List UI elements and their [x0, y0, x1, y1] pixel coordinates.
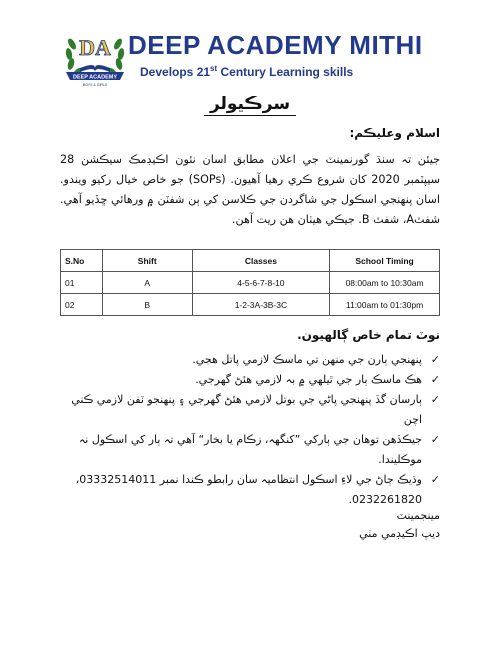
cell-sno: 01: [61, 272, 103, 294]
logo-letters: DA: [79, 35, 111, 60]
cell-shift: A: [102, 272, 192, 294]
check-icon: ✓: [430, 373, 440, 386]
table-row: [61, 272, 440, 294]
academy-tagline: [140, 64, 353, 79]
logo-sub-text: BOYS & GIRLS: [82, 83, 108, 87]
shift-timing-table: [60, 249, 440, 316]
cell-sno: 02: [61, 294, 103, 316]
academy-name: DEEP ACADEMY MITHI: [128, 30, 423, 60]
cell-timing: 11:00am to 01:30pm: [330, 294, 440, 316]
cell-shift: B: [102, 294, 192, 316]
tagline-post: Century Learning skills: [217, 65, 354, 79]
list-item: [60, 470, 440, 510]
cell-classes: 1-2-3A-3B-3C: [192, 294, 329, 316]
cell-classes: 4-5-6-7-8-10: [192, 272, 329, 294]
note-text: هڪ ماسڪ ٻار جي ٿيلهي ۾ بہ لازمي هئڻ گهرجي.: [195, 373, 422, 386]
check-icon: ✓: [430, 353, 440, 366]
list-item: [60, 350, 440, 370]
cell-timing: 08:00am to 10:30am: [330, 272, 440, 294]
document-title: [0, 94, 500, 114]
greeting: اسلام وعليڪم:: [349, 126, 440, 140]
tagline-sup: st: [210, 64, 218, 73]
signoff-academy: ديپ اڪيڊمي مٺي: [359, 527, 440, 540]
document-title-text: سرڪيولر: [204, 94, 296, 116]
col-header-shift: Shift: [102, 250, 192, 272]
academy-logo: [62, 22, 128, 88]
check-icon: ✓: [430, 473, 440, 486]
list-item: [60, 390, 440, 430]
col-header-classes: Classes: [192, 250, 329, 272]
note-text: ٻارسان گڏ پنهنجي پاڻي جي بوتل لازمي هئڻ گهرجي ۽ پنهنجو ٽفن لازمي ڪني اچن: [71, 393, 422, 426]
tagline-pre: Develops 21: [140, 65, 211, 79]
note-text: وڌيڪ ڄاڻ جي لاءِ اسڪول انتظاميہ سان رابطو ڪندا نمبر 03332514011، 0232261820.: [75, 473, 422, 506]
list-item: [60, 430, 440, 470]
note-text: جيڪڏهن توهان جي ٻارکي ”کنگهہ، زڪام يا بخار“ آهي تہ ٻار کي اسڪول نہ موڪليندا.: [78, 433, 422, 466]
table-row: [61, 294, 440, 316]
check-icon: ✓: [430, 433, 440, 446]
note-text: پنهنجي ٻارن جي منهن تي ماسڪ لازمي پاتل هجي.: [192, 353, 422, 366]
col-header-sno: S.No: [61, 250, 103, 272]
table-header-row: [61, 250, 440, 272]
check-icon: ✓: [430, 393, 440, 406]
notes-list: [60, 350, 440, 510]
notes-heading: نوٽ تمام خاص ڳالهيون.: [297, 328, 440, 342]
list-item: [60, 370, 440, 390]
signoff-management: مينجمينٽ: [396, 509, 440, 522]
intro-paragraph: جيئن تہ سنڌ گورنمينٽ جي اعلان مطابق اسان نئون اڪيڊمڪ سيڪشن 28 سيپٽمبر 2020 کان شروع ڪري رهيا آهيون. (SOPs) جو خاص خيال رکيو ويندو. اسان پنهنجي اسڪول جي شاگردن جي ڪلاسن کي ٻن شفٽن ۾ ورهائي ڇڏيو آهي. شفٽA، شفٽ B. جيڪي هيٺان ھن ريت آھن.: [60, 153, 440, 226]
col-header-timing: School Timing: [330, 250, 440, 272]
logo-ribbon-text: DEEP ACADEMY: [72, 74, 118, 81]
